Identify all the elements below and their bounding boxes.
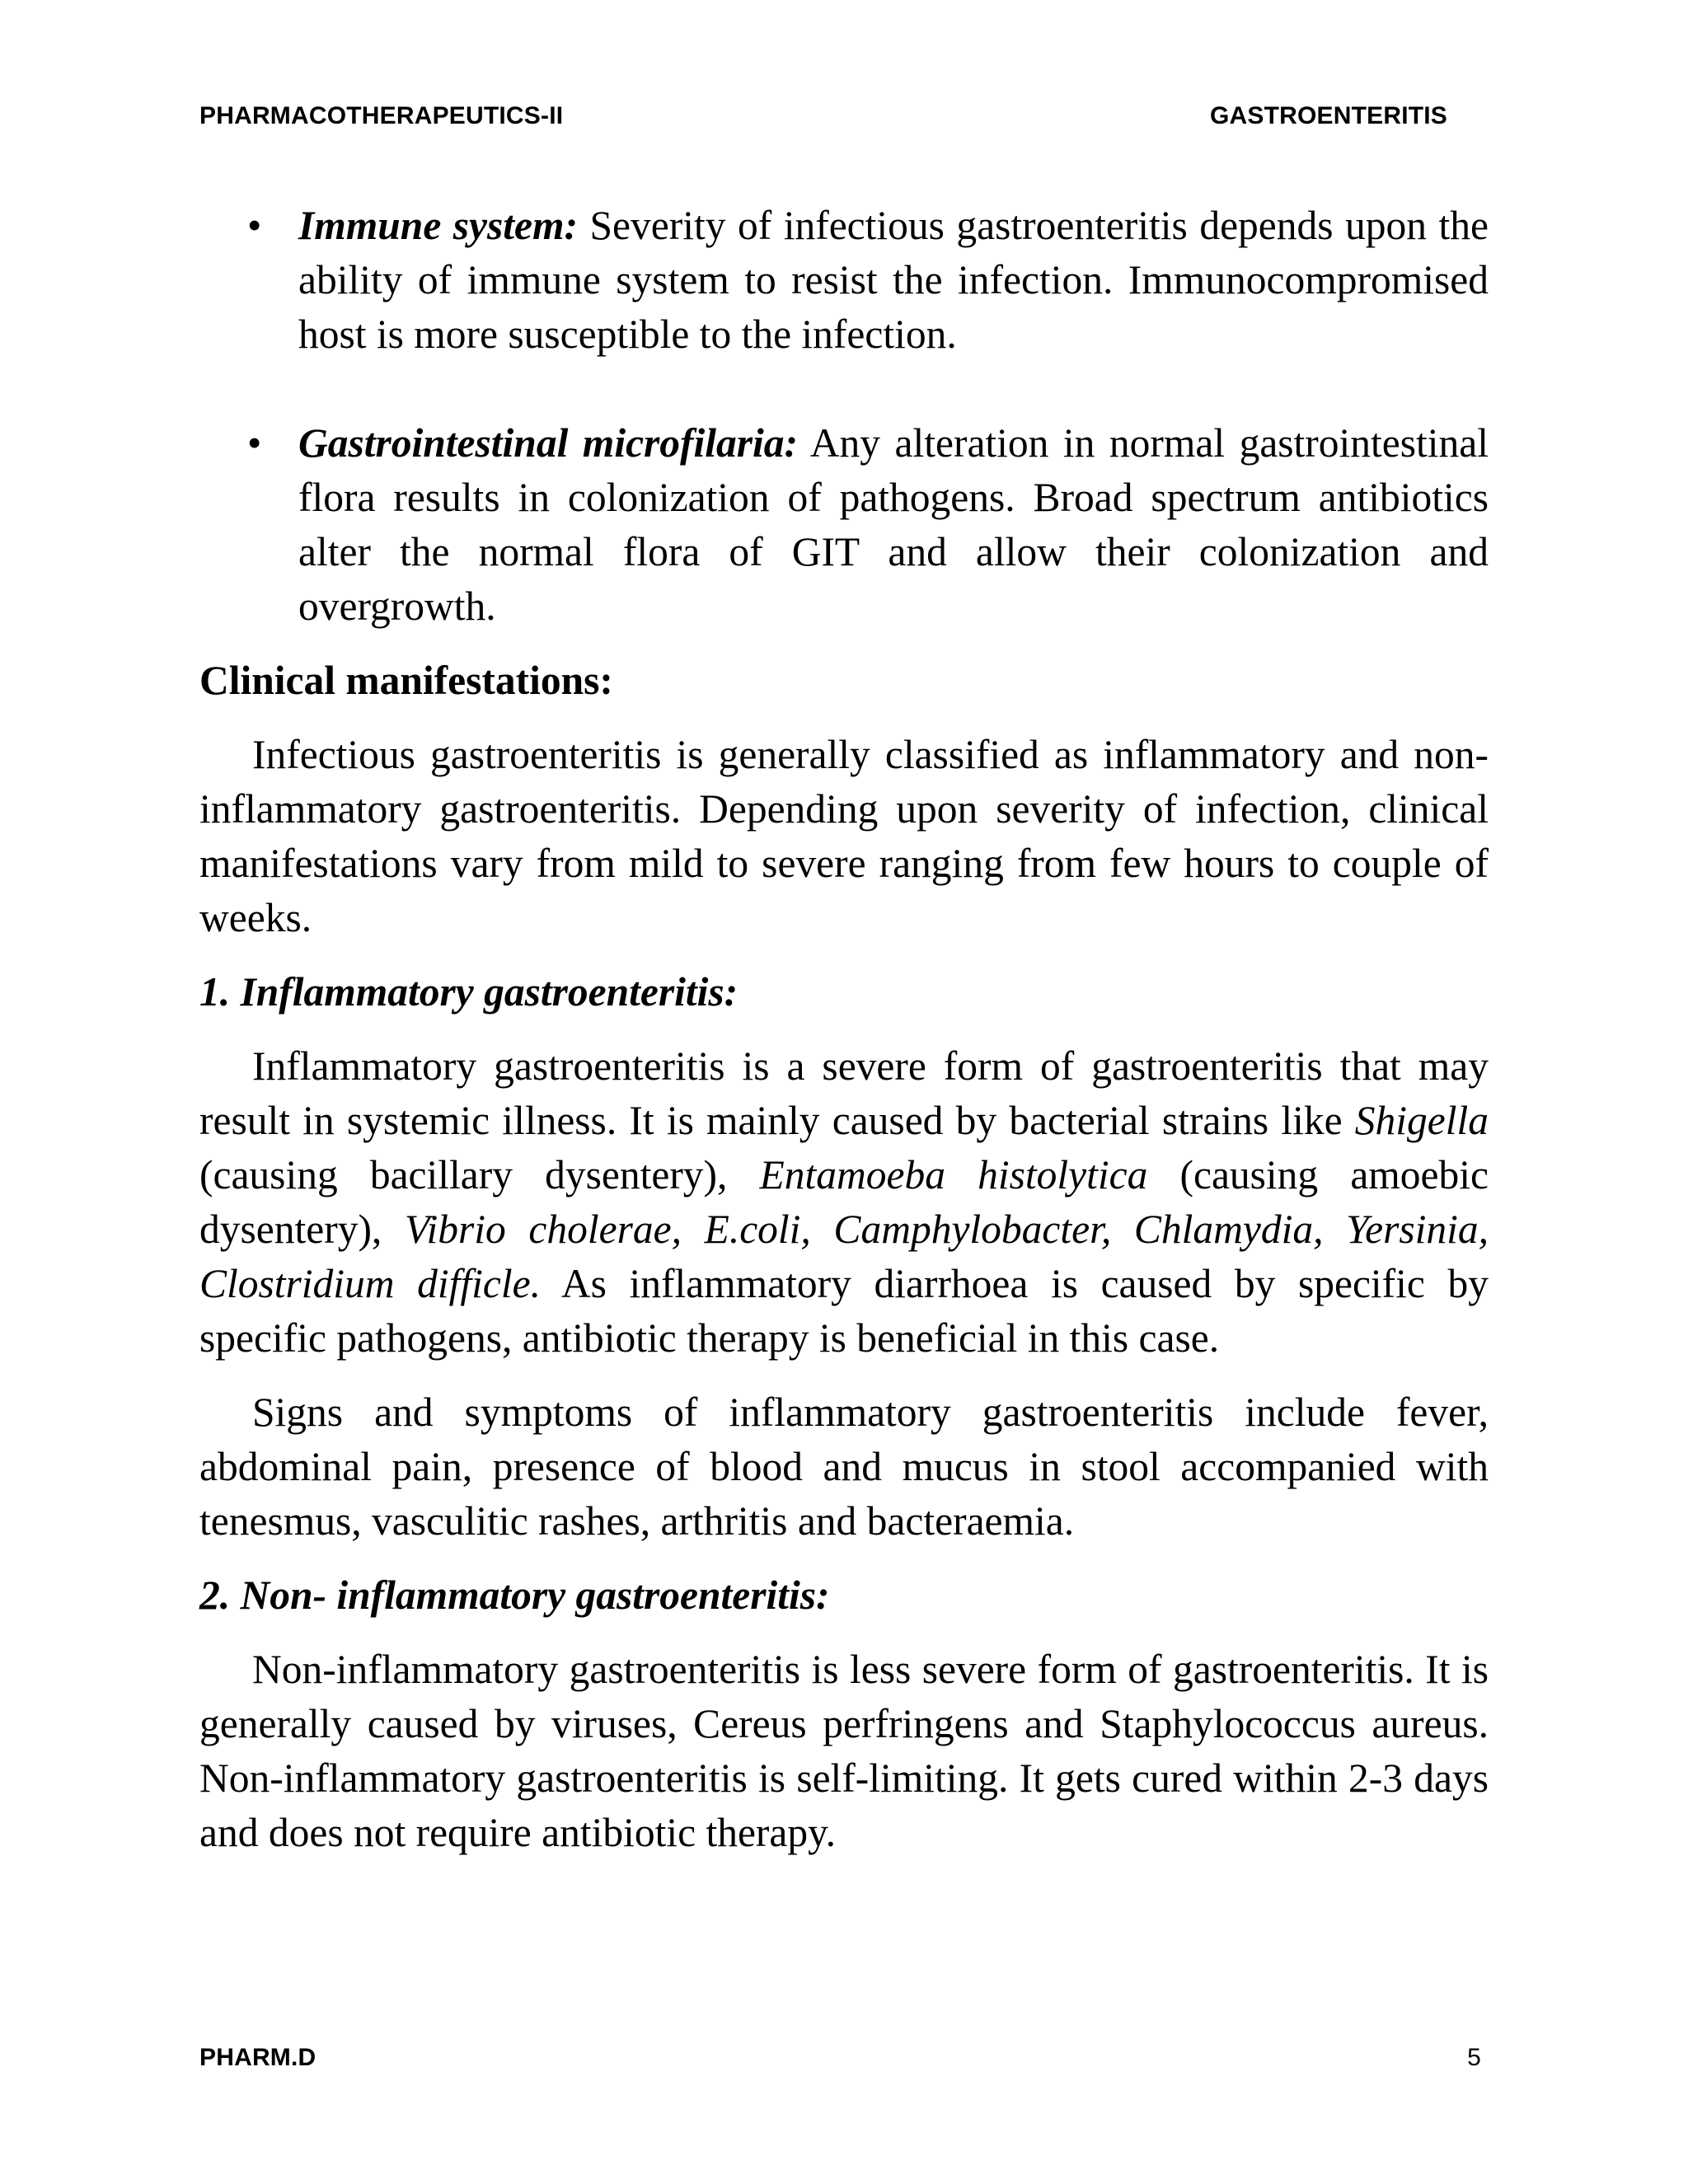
running-header-left: PHARMACOTHERAPEUTICS-II xyxy=(199,102,564,129)
bullet-icon: • xyxy=(247,203,262,248)
running-footer-left: PHARM.D xyxy=(199,2044,316,2071)
running-header-right: GASTROENTERITIS xyxy=(1209,102,1447,129)
subheading-non-inflammatory: 2. Non- inflammatory gastroenteritis: xyxy=(199,1572,830,1618)
organism-name: Shigella xyxy=(1354,1098,1489,1143)
bullet-text: Any alteration in normal gastrointestinal flora results in colonization of pathogens. Broad spectrum antibiotics alter the normal flora of GIT and allow their colonization and overgrowth. xyxy=(298,420,1489,629)
paragraph-clinical-intro: Infectious gastroenteritis is generally classified as inflammatory and non-inflammatory gastroenteritis. Depending upon severity of infection, clinical manifestations vary from mild to severe ranging from few hours to couple of weeks. xyxy=(199,732,1489,940)
text-run: Inflammatory gastroenteritis is a severe form of gastroenteritis that may result in systemic illness. It is mainly caused by bacterial strains like xyxy=(199,1043,1489,1143)
page-body xyxy=(199,199,1489,1880)
bullet-term: Immune system: xyxy=(298,203,579,248)
subheading-inflammatory: 1. Inflammatory gastroenteritis: xyxy=(199,969,738,1015)
bullet-gastrointestinal-microfilaria xyxy=(199,416,1489,634)
text-run: (causing amoebic dysentery), xyxy=(199,1152,1489,1252)
paragraph-inflammatory-causes xyxy=(199,1039,1489,1366)
bullet-immune-system xyxy=(199,199,1489,362)
paragraph-non-inflammatory: Non-inflammatory gastroenteritis is less severe form of gastroenteritis. It is generally caused by viruses, Cereus perfringens and Staphylococcus aureus. Non-inflammatory gastroenteritis is self-limiting. It gets cured within 2-3 days and does not require antibiotic therapy. xyxy=(199,1647,1489,1855)
text-run: As inflammatory diarrhoea is caused by specific by specific pathogens, antibiotic therapy is beneficial in this case. xyxy=(199,1261,1489,1361)
paragraph-inflammatory-symptoms: Signs and symptoms of inflammatory gastroenteritis include fever, abdominal pain, presence of blood and mucus in stool accompanied with tenesmus, vasculitic rashes, arthritis and bacteraemia. xyxy=(199,1390,1489,1544)
bullet-icon: • xyxy=(247,420,262,466)
section-heading-clinical-manifestations: Clinical manifestations: xyxy=(199,658,613,703)
organism-list: Vibrio cholerae, E.coli, Camphylobacter, Chlamydia, Yersinia, Clostridium difficle. xyxy=(199,1207,1489,1306)
bullet-text: Severity of infectious gastroenteritis depends upon the ability of immune system to resist the infection. Immunocompromised host is more susceptible to the infection. xyxy=(298,203,1489,357)
bullet-term: Gastrointestinal microfilaria: xyxy=(298,420,799,466)
text-run: (causing bacillary dysentery), xyxy=(199,1152,760,1197)
page-number: 5 xyxy=(1467,2044,1481,2071)
organism-name: Entamoeba histolytica xyxy=(759,1152,1148,1197)
